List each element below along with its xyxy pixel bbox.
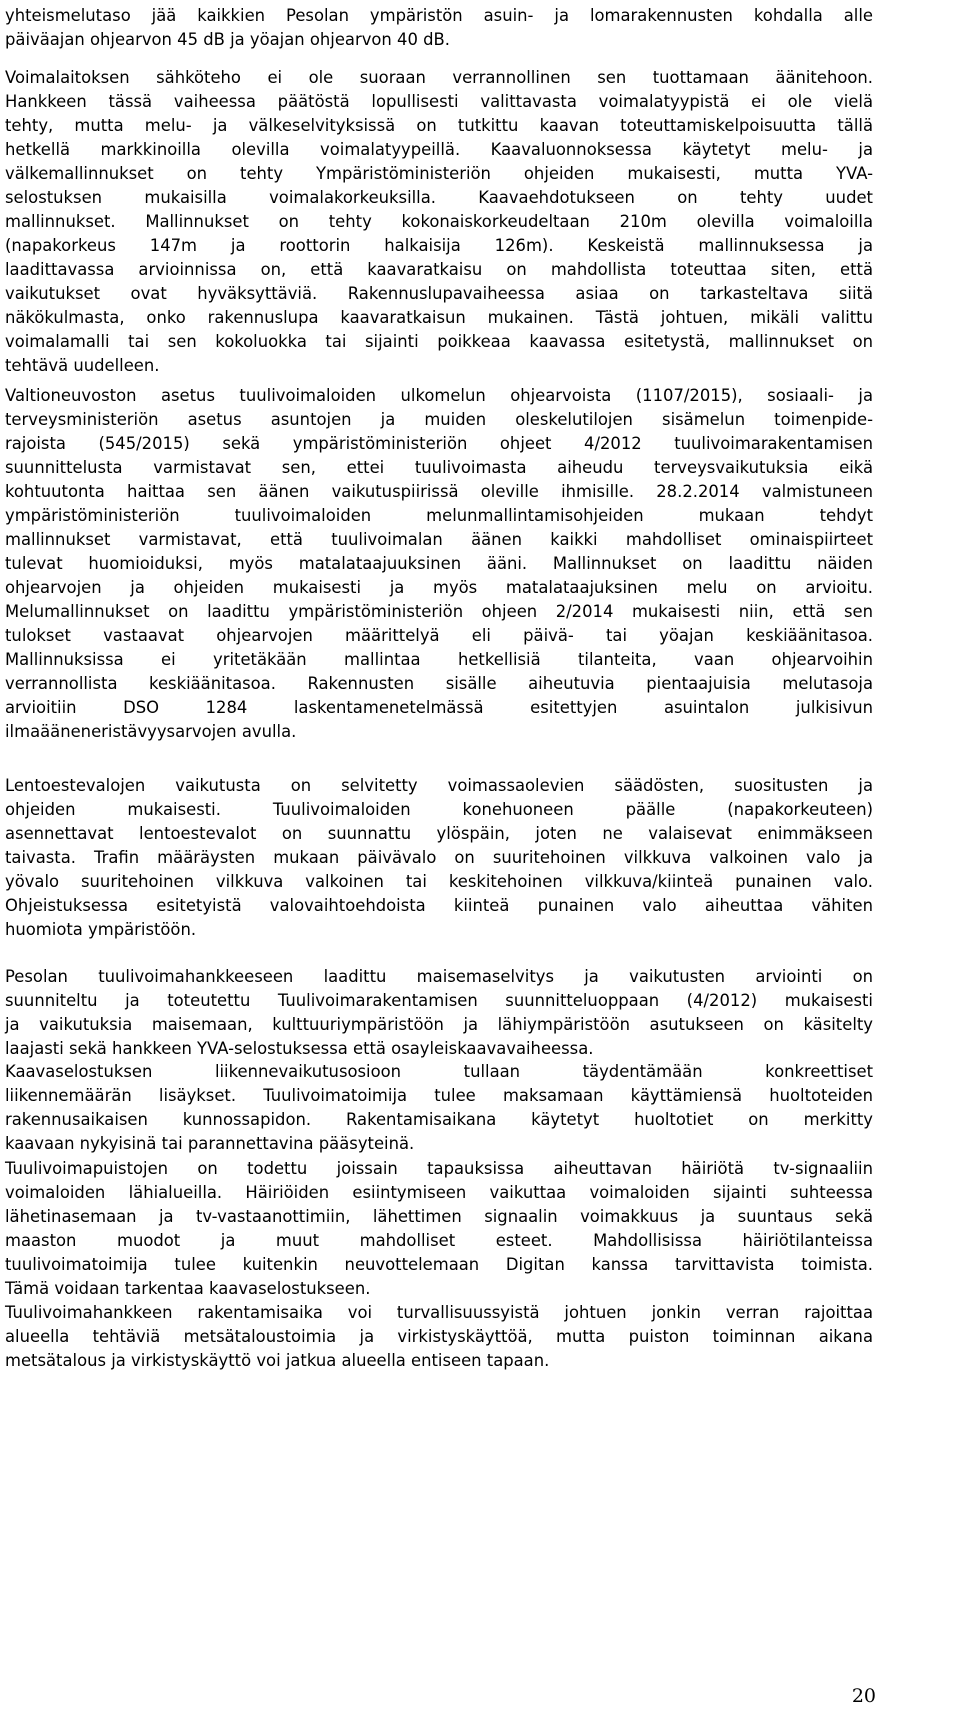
- paragraph-line: laajasti sekä hankkeen YVA-selostuksessa että osayleiskaavavaiheessa.: [5, 1039, 594, 1058]
- paragraph-line: Valtioneuvoston asetus tuulivoimaloiden ulkomelun ohjearvoista (1107/2015), sosiaali- ja: [5, 386, 873, 405]
- paragraph-line: Hankkeen tässä vaiheessa päätöstä lopullisesti valittavasta voimalatyypistä ei ole vielä: [5, 92, 873, 111]
- paragraph-line: Tämä voidaan tarkentaa kaavaselostukseen.: [5, 1279, 371, 1298]
- paragraph-line: verrannollista keskiäänitasoa. Rakennusten sisälle aiheutuvia pientaajuisia melutasoja: [5, 674, 873, 693]
- paragraph-line: laadittavassa arvioinnissa on, että kaavaratkaisu on mahdollista toteuttaa siten, että: [5, 260, 873, 279]
- paragraph-line: asennettavat lentoestevalot on suunnattu ylöspäin, joten ne valaisevat enimmäkseen: [5, 824, 873, 843]
- paragraph-line: Tuulivoimapuistojen on todettu joissain tapauksissa aiheuttavan häiriötä tv-signaaliin: [5, 1159, 873, 1178]
- paragraph: [5, 1301, 873, 1373]
- paragraph-line: (napakorkeus 147m ja roottorin halkaisija 126m). Keskeistä mallinnuksessa ja: [5, 236, 873, 255]
- paragraph-line: voimalamalli tai sen kokoluokka tai sijainti poikkeaa kaavassa esitetystä, mallinnukset on: [5, 332, 873, 351]
- paragraph-line: ohjearvojen ja ohjeiden mukaisesti ja myös matalataajuksinen melu on arvioitu.: [5, 578, 873, 597]
- paragraph-line: kaavaan nykyisinä tai parannettavina pääsyteinä.: [5, 1134, 415, 1153]
- paragraph-line: yövalo suuritehoinen vilkkuva valkoinen tai keskitehoinen vilkkuva/kiinteä punainen valo.: [5, 872, 873, 891]
- paragraph: [5, 4, 873, 52]
- paragraph-line: arvioitiin DSO 1284 laskentamenetelmässä esitettyjen asuintalon julkisivun: [5, 698, 873, 717]
- paragraph-line: taivasta. Trafin määräysten mukaan päivävalo on suuritehoinen vilkkuva valkoinen valo ja: [5, 848, 873, 867]
- paragraph-line: vaikutukset ovat hyväksyttäviä. Rakennuslupavaiheessa asiaa on tarkasteltava siitä: [5, 284, 873, 303]
- paragraph-line: mallinnukset varmistavat, että tuulivoimalan äänen kaikki mahdolliset ominaispiirteet: [5, 530, 873, 549]
- paragraph-line: kohtuutonta haittaa sen äänen vaikutuspiirissä oleville ihmisille. 28.2.2014 valmistuneen: [5, 482, 873, 501]
- paragraph: [5, 1060, 873, 1156]
- paragraph-line: Lentoestevalojen vaikutusta on selvitetty voimassaolevien säädösten, suositusten ja: [5, 776, 873, 795]
- paragraph-line: välkemallinnukset on tehty Ympäristöministeriön ohjeiden mukaisesti, mutta YVA-: [5, 164, 873, 183]
- paragraph-line: tehty, mutta melu- ja välkeselvityksissä on tutkittu kaavan toteuttamiskelpoisuutta tällä: [5, 116, 873, 135]
- paragraph-line: yhteismelutaso jää kaikkien Pesolan ympäristön asuin- ja lomarakennusten kohdalla alle: [5, 6, 873, 25]
- paragraph-line: Mallinnuksissa ei yritetäkään mallintaa hetkellisiä tilanteita, vaan ohjearvoihin: [5, 650, 873, 669]
- paragraph-line: Melumallinnukset on laadittu ympäristöministeriön ohjeen 2/2014 mukaisesti niin, että sen: [5, 602, 873, 621]
- paragraph-line: Pesolan tuulivoimahankkeeseen laadittu maisemaselvitys ja vaikutusten arviointi on: [5, 967, 873, 986]
- paragraph-line: ohjeiden mukaisesti. Tuulivoimaloiden konehuoneen päälle (napakorkeuteen): [5, 800, 873, 819]
- paragraph-line: metsätalous ja virkistyskäyttö voi jatkua alueella entiseen tapaan.: [5, 1351, 550, 1370]
- paragraph-line: Tuulivoimahankkeen rakentamisaika voi turvallisuussyistä johtuen jonkin verran rajoittaa: [5, 1303, 873, 1322]
- paragraph-line: suunnittelusta varmistavat sen, ettei tuulivoimasta aiheudu terveysvaikutuksia eikä: [5, 458, 873, 477]
- paragraph-line: ja vaikutuksia maisemaan, kulttuuriympäristöön ja lähiympäristöön asutukseen on käsitelty: [5, 1015, 873, 1034]
- paragraph-line: rajoista (545/2015) sekä ympäristöministeriön ohjeet 4/2012 tuulivoimarakentamisen: [5, 434, 873, 453]
- paragraph-line: päiväajan ohjearvon 45 dB ja yöajan ohjearvon 40 dB.: [5, 30, 450, 49]
- paragraph-line: selostuksen mukaisilla voimalakorkeuksilla. Kaavaehdotukseen on tehty uudet: [5, 188, 873, 207]
- paragraph: [5, 965, 873, 1061]
- paragraph-line: maaston muodot ja muut mahdolliset esteet. Mahdollisissa häiriötilanteissa: [5, 1231, 873, 1250]
- paragraph: [5, 384, 873, 744]
- paragraph-line: alueella tehtäviä metsätaloustoimia ja virkistyskäyttöä, mutta puiston toiminnan aikana: [5, 1327, 873, 1346]
- paragraph-line: tehtävä uudelleen.: [5, 356, 160, 375]
- paragraph-line: rakennusaikaisen kunnossapidon. Rakentamisaikana käytetyt huoltotiet on merkitty: [5, 1110, 873, 1129]
- paragraph-line: tuulivoimatoimija tulee kuitenkin neuvottelemaan Digitan kanssa tarvittavista toimista.: [5, 1255, 873, 1274]
- paragraph-line: ilmaääneneristävyysarvojen avulla.: [5, 722, 297, 741]
- paragraph: [5, 1157, 873, 1301]
- paragraph-line: Ohjeistuksessa esitetyistä valovaihtoehdoista kiinteä punainen valo aiheuttaa vähiten: [5, 896, 873, 915]
- paragraph-line: Voimalaitoksen sähköteho ei ole suoraan verrannollinen sen tuottamaan äänitehoon.: [5, 68, 873, 87]
- page-number: 20: [851, 1685, 876, 1707]
- paragraph-line: tulokset vastaavat ohjearvojen määrittelyä eli päivä- tai yöajan keskiäänitasoa.: [5, 626, 873, 645]
- paragraph-line: ympäristöministeriön tuulivoimaloiden melunmallintamisohjeiden mukaan tehdyt: [5, 506, 873, 525]
- paragraph-line: huomiota ympäristöön.: [5, 920, 197, 939]
- paragraph-line: liikennemäärän lisäykset. Tuulivoimatoimija tulee maksamaan käyttämiensä huoltoteiden: [5, 1086, 873, 1105]
- paragraph-line: mallinnukset. Mallinnukset on tehty kokonaiskorkeudeltaan 210m olevilla voimaloilla: [5, 212, 873, 231]
- paragraph-line: tulevat huomioiduksi, myös matalataajuuksinen ääni. Mallinnukset on laadittu näiden: [5, 554, 873, 573]
- paragraph-line: näkökulmasta, onko rakennuslupa kaavaratkaisun mukainen. Tästä johtuen, mikäli valittu: [5, 308, 873, 327]
- paragraph-line: suunniteltu ja toteutettu Tuulivoimarakentamisen suunnitteluoppaan (4/2012) mukaisesti: [5, 991, 873, 1010]
- paragraph-line: terveysministeriön asetus asuntojen ja muiden oleskelutilojen sisämelun toimenpide-: [5, 410, 873, 429]
- paragraph: [5, 774, 873, 942]
- paragraph-line: lähetinasemaan ja tv-vastaanottimiin, lähettimen signaalin voimakkuus ja suuntaus sekä: [5, 1207, 873, 1226]
- paragraph: [5, 66, 873, 378]
- paragraph-line: hetkellä markkinoilla olevilla voimalatyypeillä. Kaavaluonnoksessa käytetyt melu- ja: [5, 140, 873, 159]
- paragraph-line: voimaloiden lähialueilla. Häiriöiden esiintymiseen vaikuttaa voimaloiden sijainti suhteessa: [5, 1183, 873, 1202]
- paragraph-line: Kaavaselostuksen liikennevaikutusosioon tullaan täydentämään konkreettiset: [5, 1062, 873, 1081]
